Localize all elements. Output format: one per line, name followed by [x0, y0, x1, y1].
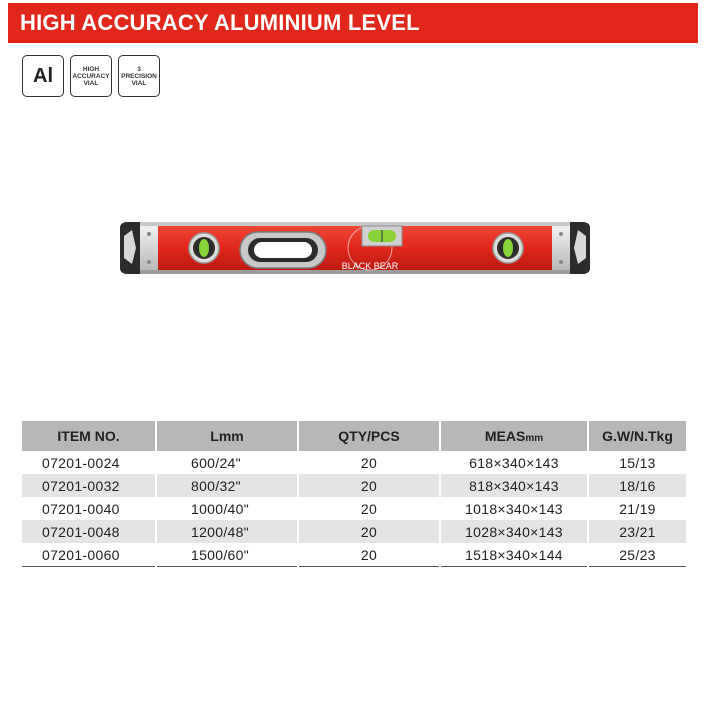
aluminium-badge	[22, 55, 64, 97]
carry-handle	[240, 232, 326, 268]
length-cell: 600/24"	[156, 451, 298, 474]
weight-cell: 25/23	[588, 543, 686, 567]
col-header-weight: G.W/N.Tkg	[588, 421, 686, 451]
level-top-edge	[124, 222, 586, 226]
weight-cell: 18/16	[588, 474, 686, 497]
qty-cell: 20	[298, 474, 440, 497]
qty-cell: 20	[298, 543, 440, 567]
brand-text: BLACK BEAR	[341, 261, 399, 271]
meas-cell: 1018×340×143	[440, 497, 588, 520]
col-header-meas: MEASmm	[440, 421, 588, 451]
length-cell: 1000/40"	[156, 497, 298, 520]
feature-badges	[22, 57, 160, 97]
col-header-item-no: ITEM NO.	[22, 421, 156, 451]
qty-cell: 20	[298, 497, 440, 520]
meas-cell: 1028×340×143	[440, 520, 588, 543]
length-cell: 1500/60"	[156, 543, 298, 567]
weight-cell: 21/19	[619, 500, 656, 517]
aluminium-badge-label: Al	[33, 64, 53, 87]
item-no-cell: 07201-0024	[22, 451, 156, 474]
spirit-level-illustration	[118, 218, 592, 282]
right-endcap	[552, 222, 590, 274]
product-image-level	[118, 218, 592, 282]
meas-cell: 1518×340×144	[440, 543, 588, 567]
table-header-row	[22, 421, 686, 451]
table-row	[22, 543, 686, 567]
meas-cell: 618×340×143	[440, 451, 588, 474]
col-header-qty: QTY/PCS	[298, 421, 440, 451]
left-endcap	[120, 222, 158, 274]
item-no-cell: 07201-0032	[22, 474, 156, 497]
specification-table	[22, 421, 686, 567]
qty-cell: 20	[298, 451, 440, 474]
item-no-cell: 07201-0048	[22, 520, 156, 543]
high-accuracy-vial-badge	[70, 55, 112, 97]
item-no-cell: 07201-0040	[22, 497, 156, 520]
page-title: HIGH ACCURACY ALUMINIUM LEVEL	[20, 10, 420, 35]
length-cell: 800/32"	[156, 474, 298, 497]
left-round-vial	[189, 233, 219, 263]
precision-vial-badge	[118, 55, 160, 97]
length-cell: 1200/48"	[156, 520, 298, 543]
table-row	[22, 520, 686, 543]
precision-vial-label: 3 PRECISION VIAL	[121, 65, 157, 87]
table-row	[22, 474, 686, 497]
weight-cell: 23/21	[588, 520, 686, 543]
item-no-cell: 07201-0060	[22, 543, 156, 567]
center-flat-vial	[362, 226, 402, 246]
qty-cell: 20	[298, 520, 440, 543]
table-row	[22, 497, 686, 520]
col-header-length: Lmm	[156, 421, 298, 451]
right-round-vial	[493, 233, 523, 263]
weight-cell: 15/13	[619, 454, 656, 471]
table-row	[22, 451, 686, 474]
high-accuracy-vial-label: HIGH ACCURACY VIAL	[72, 65, 110, 87]
title-banner	[8, 3, 698, 43]
meas-cell: 818×340×143	[440, 474, 588, 497]
